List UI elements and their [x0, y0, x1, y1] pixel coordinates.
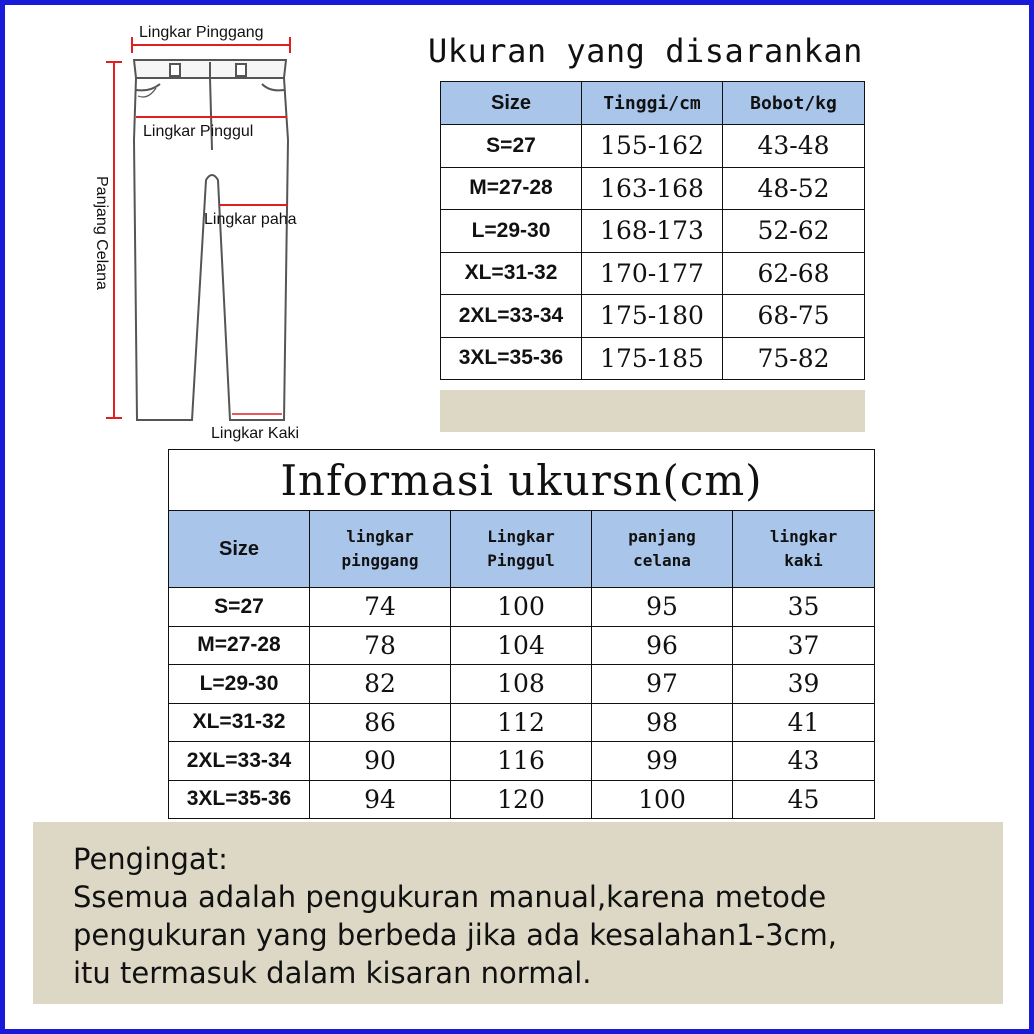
- table-row: [169, 703, 875, 742]
- size-cell: 2XL=33-34: [169, 742, 310, 781]
- reminder-heading: Pengingat:: [73, 842, 228, 876]
- reminder-line: Ssemua adalah pengukuran manual,karena metode: [73, 880, 827, 914]
- weight-cell: 48-52: [723, 167, 865, 210]
- header-hem: lingkar kaki: [733, 511, 875, 588]
- suggested-size-title: Ukuran yang disarankan: [428, 32, 863, 70]
- weight-cell: 68-75: [723, 295, 865, 338]
- length-cell: 98: [592, 703, 733, 742]
- height-cell: 170-177: [582, 252, 723, 295]
- height-cell: 168-173: [582, 210, 723, 253]
- weight-cell: 75-82: [723, 337, 865, 380]
- hip-cell: 100: [451, 588, 592, 627]
- table-row: [441, 252, 865, 295]
- header-length: panjang celana: [592, 511, 733, 588]
- waist-label: Lingkar Pinggang: [139, 24, 264, 41]
- hip-label: Lingkar Pinggul: [143, 123, 254, 140]
- reminder-line: itu termasuk dalam kisaran normal.: [73, 956, 592, 990]
- table-header-row: [169, 511, 875, 588]
- suggested-table-footer-band: [440, 390, 865, 432]
- size-cell: M=27-28: [169, 626, 310, 665]
- reminder-line: pengukuran yang berbeda jika ada kesalahan1-3cm,: [73, 918, 837, 952]
- height-cell: 175-185: [582, 337, 723, 380]
- waist-cell: 78: [310, 626, 451, 665]
- waist-cell: 82: [310, 665, 451, 704]
- length-cell: 99: [592, 742, 733, 781]
- height-cell: 163-168: [582, 167, 723, 210]
- hip-cell: 116: [451, 742, 592, 781]
- size-cell: S=27: [169, 588, 310, 627]
- length-cell: 97: [592, 665, 733, 704]
- table-row: [441, 210, 865, 253]
- hem-cell: 35: [733, 588, 875, 627]
- length-label: Panjang Celana: [93, 176, 110, 290]
- length-cell: 100: [592, 780, 733, 819]
- suggested-size-table: [440, 81, 865, 380]
- header-waist: lingkar pinggang: [310, 511, 451, 588]
- hem-cell: 43: [733, 742, 875, 781]
- length-cell: 95: [592, 588, 733, 627]
- size-cell: XL=31-32: [441, 252, 582, 295]
- size-info-table: [168, 449, 875, 819]
- header-hip: Lingkar Pinggul: [451, 511, 592, 588]
- size-cell: 3XL=35-36: [441, 337, 582, 380]
- table-row: [441, 167, 865, 210]
- length-cell: 96: [592, 626, 733, 665]
- hip-cell: 108: [451, 665, 592, 704]
- hem-cell: 41: [733, 703, 875, 742]
- size-cell: S=27: [441, 125, 582, 168]
- waist-cell: 86: [310, 703, 451, 742]
- weight-cell: 43-48: [723, 125, 865, 168]
- waist-cell: 90: [310, 742, 451, 781]
- table-row: [441, 295, 865, 338]
- pants-diagram: [0, 0, 420, 450]
- table-row: [169, 588, 875, 627]
- size-cell: 2XL=33-34: [441, 295, 582, 338]
- waist-cell: 74: [310, 588, 451, 627]
- thigh-label: Lingkar paha: [204, 211, 297, 228]
- size-info-title: Informasi ukursn(cm): [169, 450, 875, 511]
- size-cell: XL=31-32: [169, 703, 310, 742]
- size-cell: M=27-28: [441, 167, 582, 210]
- hem-label: Lingkar Kaki: [211, 425, 300, 442]
- table-row: [169, 626, 875, 665]
- waist-cell: 94: [310, 780, 451, 819]
- hip-cell: 104: [451, 626, 592, 665]
- size-cell: L=29-30: [441, 210, 582, 253]
- height-cell: 175-180: [582, 295, 723, 338]
- hip-cell: 112: [451, 703, 592, 742]
- weight-cell: 62-68: [723, 252, 865, 295]
- header-size: Size: [169, 511, 310, 588]
- size-cell: L=29-30: [169, 665, 310, 704]
- hip-cell: 120: [451, 780, 592, 819]
- table-row: [169, 665, 875, 704]
- height-cell: 155-162: [582, 125, 723, 168]
- header-size: Size: [441, 82, 582, 125]
- hem-cell: 39: [733, 665, 875, 704]
- table-row: [169, 780, 875, 819]
- hem-cell: 37: [733, 626, 875, 665]
- table-row: [169, 742, 875, 781]
- header-height: Tinggi/cm: [582, 82, 723, 125]
- table-row: [441, 337, 865, 380]
- size-cell: 3XL=35-36: [169, 780, 310, 819]
- header-weight: Bobot/kg: [723, 82, 865, 125]
- table-header-row: [441, 82, 865, 125]
- table-row: [441, 125, 865, 168]
- hem-cell: 45: [733, 780, 875, 819]
- weight-cell: 52-62: [723, 210, 865, 253]
- reminder-box: [33, 822, 1003, 1004]
